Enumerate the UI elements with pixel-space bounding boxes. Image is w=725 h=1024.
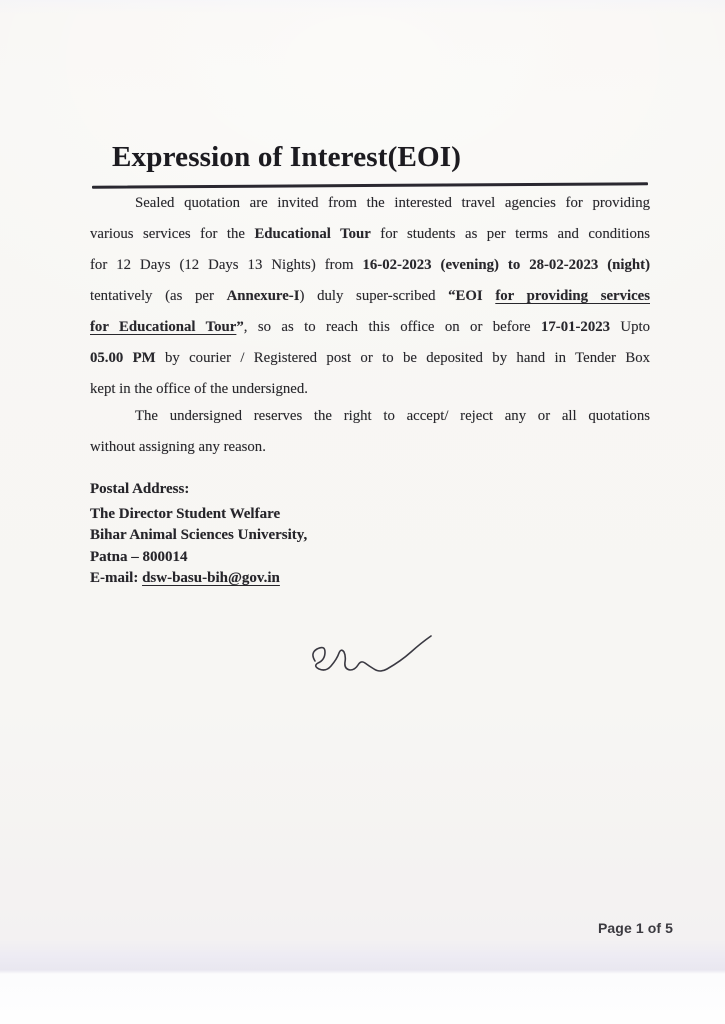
postal-address-heading: Postal Address: — [90, 481, 190, 497]
text-line: various services for the Educational Tour for students as per terms and conditions — [90, 226, 651, 242]
signature-scribble-icon — [306, 626, 436, 688]
rights-reservation-paragraph — [90, 401, 650, 463]
text-line: The undersigned reserves the right to accept/ reject any or all quotations — [135, 408, 650, 424]
text-line: Bihar Animal Sciences University, — [90, 527, 308, 544]
signature — [306, 626, 436, 688]
text-line: tentatively (as per Annexure-I) duly super-scribed “EOI for providing services — [90, 288, 650, 304]
text-line: kept in the office of the undersigned. — [90, 381, 308, 397]
page-number: Page 1 of 5 — [597, 920, 673, 936]
text-line: The Director Student Welfare — [90, 506, 281, 522]
document-title: Expression of Interest(EOI) — [112, 141, 462, 173]
intro-paragraph — [90, 188, 650, 405]
text-line: 05.00 PM by courier / Registered post or to be deposited by hand in Tender Box — [90, 350, 650, 366]
text-line: for 12 Days (12 Days 13 Nights) from 16-02-2023 (evening) to 28-02-2023 (night) — [90, 257, 650, 273]
postal-address-block — [90, 504, 510, 589]
text-line: for Educational Tour”, so as to reach this office on or before 17-01-2023 Upto — [90, 319, 651, 335]
text-line: Patna – 800014 — [90, 548, 188, 565]
text-line: E-mail: dsw-basu-bih@gov.in — [90, 569, 280, 586]
text-line: without assigning any reason. — [90, 439, 266, 455]
text-line: Sealed quotation are invited from the interested travel agencies for providing — [135, 195, 650, 211]
